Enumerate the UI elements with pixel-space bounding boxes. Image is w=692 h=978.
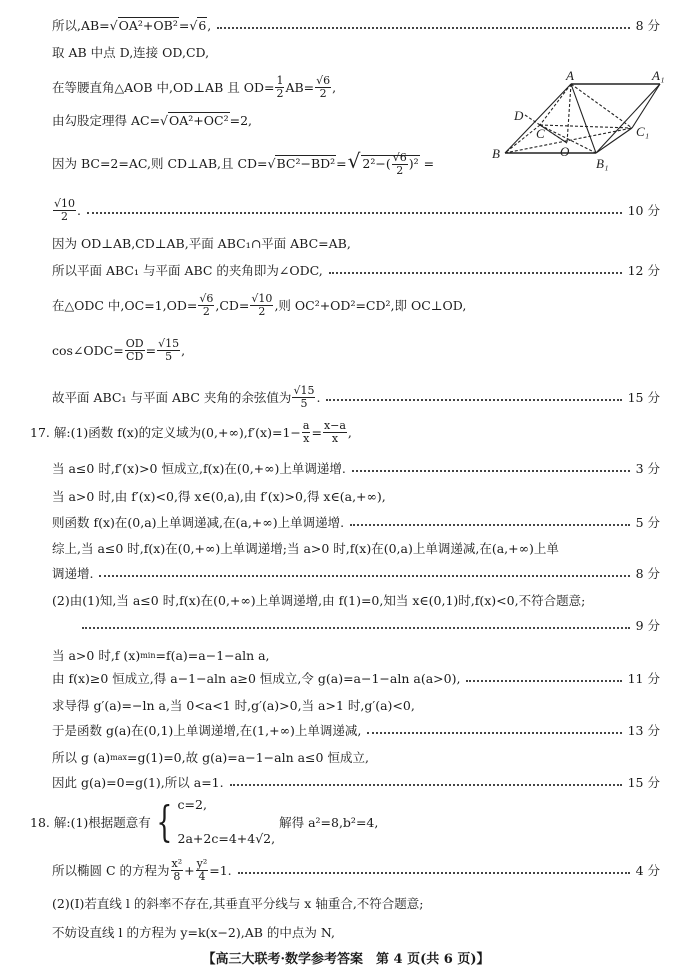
label-d: D (514, 108, 524, 123)
text: =f(a)=a−1−aln a, (155, 647, 270, 663)
text: 调递增. (52, 566, 94, 581)
sqrt: √ 2²−( $\frac{√6}{2}$ )² (347, 149, 419, 177)
label-a1: A₁ (652, 68, 665, 83)
text: = (336, 155, 347, 171)
dot-leader (367, 732, 621, 734)
line-angle (52, 260, 660, 280)
line-midpoint (52, 42, 660, 62)
line-cos (52, 336, 660, 363)
text: 所以 g (a) (52, 750, 111, 765)
subscript: max (110, 752, 128, 762)
text: 在△ODC 中,OC=1,OD= (52, 298, 198, 313)
dot-leader (466, 680, 621, 682)
text: = (423, 155, 435, 171)
line-17 (52, 563, 660, 583)
text: 所以平面 ABC₁ 与平面 ABC 的夹角即为∠ODC, (52, 263, 323, 278)
line-24 (52, 747, 660, 767)
text: cos∠ODC= (52, 342, 124, 358)
fraction: $\frac{√10}{2}$ (54, 196, 76, 223)
dot-leader (329, 272, 622, 274)
dot-leader (87, 212, 622, 214)
fraction: $\frac{\text{y²}}{4}$ (196, 856, 208, 883)
score: 15 分 (627, 390, 660, 405)
label-c1: C₁ (636, 124, 650, 139)
text: , (347, 424, 352, 440)
fraction: $\frac{a}{x}$ (302, 418, 310, 445)
score: 11 分 (627, 671, 660, 686)
text: , (181, 342, 186, 358)
fraction: $\frac{√15}{5}$ (158, 336, 180, 363)
line-25 (52, 772, 660, 792)
text: , (332, 79, 337, 95)
text: 在等腰直角△AOB 中,OD⊥AB 且 OD= (52, 80, 275, 95)
dot-leader (238, 872, 630, 874)
text: . (316, 389, 321, 405)
label-b: B (492, 146, 500, 161)
text: = (311, 424, 322, 440)
text: 于是函数 g(a)在(0,1)上单调递增,在(1,+∞)上单调递减, (52, 723, 362, 738)
text: 取 AB 中点 D,连接 OD,CD, (52, 45, 210, 60)
score: 9 分 (635, 618, 660, 633)
text: 因此 g(a)=0=g(1),所以 a=1. (52, 775, 224, 790)
fraction: $\frac{\text{x²}}{8}$ (171, 856, 183, 883)
sqrt: √OA²+OC² (160, 112, 229, 128)
label-o: O (560, 144, 570, 159)
fraction: $\frac{√10}{2}$ (251, 291, 273, 318)
line-29 (52, 922, 660, 942)
text: , (207, 17, 212, 33)
text: = (145, 342, 157, 358)
label-c: C (536, 126, 545, 141)
score: 15 分 (627, 775, 660, 790)
text: 18. 解:(1)根据题意有 (30, 815, 151, 830)
text: 当 a≤0 时,f′(x)>0 恒成立,f(x)在(0,+∞)上单调递增. (52, 461, 346, 476)
fraction: $\frac{1}{2}$ (276, 73, 284, 100)
text: 因为 OD⊥AB,CD⊥AB,平面 ABC₁∩平面 ABC=AB, (52, 236, 351, 251)
subscript: min (140, 650, 156, 660)
text: ,CD= (215, 297, 250, 313)
text: 当 a>0 时,由 f′(x)<0,得 x∈(0,a),由 f′(x)>0,得 x∈(a,+∞), (52, 489, 386, 504)
text: . (77, 202, 81, 218)
line-ab (52, 15, 660, 35)
label-b1: B₁ (596, 156, 609, 171)
equation-system: { c=2, 2a+2c=4+4√2, (156, 797, 276, 846)
line-q18 (30, 797, 660, 846)
score: 5 分 (635, 515, 660, 530)
line-22 (52, 695, 660, 715)
line-perp (52, 233, 660, 253)
sqrt: √OA²+OB² (109, 17, 178, 33)
text: (2)由(1)知,当 a≤0 时,f(x)在(0,+∞)上单调递增,由 f(1)=0,知当 x∈(0,1)时,f(x)<0,不符合题意; (52, 593, 586, 608)
score: 3 分 (635, 461, 660, 476)
dot-leader (82, 627, 630, 629)
dot-leader (217, 27, 629, 29)
score: 8 分 (635, 18, 660, 33)
line-cos-result (52, 383, 660, 410)
text: 故平面 ABC₁ 与平面 ABC 夹角的余弦值为 (52, 390, 292, 405)
text: 综上,当 a≤0 时,f(x)在(0,+∞)上单调递增;当 a>0 时,f(x)在(0,a)上单调递减,在(a,+∞)上单 (52, 541, 559, 556)
line-ellipse (52, 856, 660, 883)
text: (2)(Ⅰ)若直线 l 的斜率不存在,其垂直平分线与 x 轴重合,不符合题意; (52, 896, 424, 911)
prism-figure (480, 60, 680, 180)
sqrt: √BC²−BD² (267, 155, 336, 171)
text: 当 a>0 时,f (x) (52, 648, 141, 663)
fraction: $\frac{√6}{2}$ (316, 73, 331, 100)
sqrt: √6 (189, 17, 207, 33)
text: 由 f(x)≥0 恒成立,得 a−1−aln a≥0 恒成立,令 g(a)=a−1−aln a(a>0), (52, 671, 461, 686)
fraction: $\frac{√15}{5}$ (293, 383, 315, 410)
label-a: A (566, 68, 574, 83)
line-odc (52, 291, 660, 318)
score: 12 分 (627, 263, 660, 278)
dot-leader (99, 575, 629, 577)
text: 所以,AB= (52, 18, 110, 33)
line-14 (52, 486, 660, 506)
text: 17. 解:(1)函数 f(x)的定义域为(0,+∞),f′(x)=1− (30, 425, 301, 440)
line-13 (52, 458, 660, 478)
text: 求导得 g′(a)=−ln a,当 0<a<1 时,g′(a)>0,当 a>1 时,g′(a)<0, (52, 698, 415, 713)
score: 10 分 (627, 203, 660, 218)
text: 不妨设直线 l 的方程为 y=k(x−2),AB 的中点为 N, (52, 925, 336, 940)
score: 13 分 (627, 723, 660, 738)
line-18 (52, 590, 660, 610)
score: 8 分 (635, 566, 660, 581)
text: 解得 a²=8,b²=4, (279, 815, 379, 830)
line-21 (52, 668, 660, 688)
fraction: $\frac{OD}{CD}$ (125, 336, 144, 363)
text: 因为 BC=2=AC,则 CD⊥AB,且 CD= (52, 156, 268, 171)
dot-leader (230, 784, 622, 786)
line-28 (52, 893, 660, 913)
fraction: $\frac{x-a}{x}$ (323, 418, 346, 445)
line-23 (52, 720, 660, 740)
dot-leader (352, 470, 630, 472)
text: 所以椭圆 C 的方程为 (52, 863, 170, 878)
text: 由勾股定理得 AC= (52, 113, 161, 128)
line-q17 (30, 418, 660, 445)
text: =g(1)=0,故 g(a)=a−1−aln a≤0 恒成立, (127, 750, 369, 765)
line-20 (52, 645, 660, 665)
line-16 (52, 538, 660, 558)
dot-leader (350, 524, 630, 526)
text: =1. (209, 862, 232, 878)
text: ,则 OC²+OD²=CD²,即 OC⊥OD, (274, 298, 467, 313)
line-15 (52, 512, 660, 532)
text: + (184, 862, 195, 878)
line-19 (82, 615, 660, 635)
text: AB= (285, 79, 315, 95)
page-footer: 【高三大联考·数学参考答案 第 4 页(共 6 页)】 (202, 952, 490, 967)
fraction: $\frac{√6}{2}$ (199, 291, 214, 318)
score: 4 分 (635, 863, 660, 878)
line-cd-value (52, 196, 660, 223)
text: =2, (229, 112, 253, 128)
text: = (178, 17, 190, 33)
dot-leader (326, 399, 621, 401)
text: 则函数 f(x)在(0,a)上单调递减,在(a,+∞)上单调递增. (52, 515, 345, 530)
